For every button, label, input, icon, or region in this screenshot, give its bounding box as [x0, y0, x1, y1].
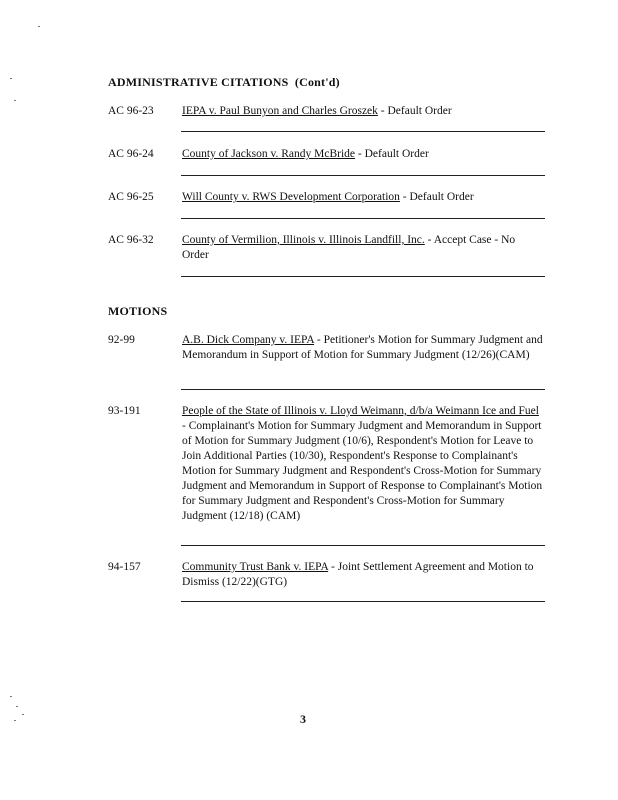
motions-heading: MOTIONS [108, 304, 168, 318]
divider-line [181, 601, 545, 602]
case-description: IEPA v. Paul Bunyon and Charles Groszek - Default Order [182, 105, 452, 117]
case-caption: A.B. Dick Company v. IEPA [182, 334, 315, 346]
divider-line [181, 218, 545, 219]
motion-description: A.B. Dick Company v. IEPA - Petitioner's Motion for Summary Judgment and Memorandum in Support of Motion for Summary Judgment (12/26)(CAM) [182, 334, 543, 361]
admin-citations-heading: ADMINISTRATIVE CITATIONS (Cont'd) [108, 75, 340, 89]
case-number: AC 96-23 [108, 105, 154, 117]
scan-speck [38, 26, 40, 27]
motion-description: People of the State of Illinois v. Lloyd Weimann, d/b/a Weimann Ice and Fuel - Complainant's Motion for Summary Judgment and Memorandum in Support of Motion for Summary Judgment (10/6), Respondent's Motion for Leave to Join Additional Parties (10/30), Respondent's Response to Complainant's Motion for Summary Judgment and Respondent's Cross-Motion for Summary Judgment and Memorandum in Support of Response to Complainant's Motion for Summary Judgment and Respondent's Cross-Motion for Summary Judgment (12/18) (CAM) [182, 405, 543, 522]
case-number: AC 96-25 [108, 191, 154, 203]
motion-description: Community Trust Bank v. IEPA - Joint Settlement Agreement and Motion to Dismiss (12/22)(GTG) [182, 561, 534, 588]
docket-number: 93-191 [108, 405, 141, 417]
scan-speck [14, 720, 16, 721]
page-number: 3 [300, 712, 306, 726]
case-caption: County of Vermilion, Illinois v. Illinois Landfill, Inc. [182, 234, 425, 246]
docket-number: 94-157 [108, 561, 141, 573]
case-number: AC 96-24 [108, 148, 154, 160]
divider-line [181, 276, 545, 277]
divider-line [181, 131, 545, 132]
case-description: County of Vermilion, Illinois v. Illinois Landfill, Inc. - Accept Case - No Order [182, 234, 516, 261]
case-caption: IEPA v. Paul Bunyon and Charles Groszek [182, 105, 378, 117]
scan-speck [10, 696, 12, 697]
divider-line [181, 545, 545, 546]
divider-line [181, 389, 545, 390]
case-description: County of Jackson v. Randy McBride - Default Order [182, 148, 429, 160]
scan-speck [22, 714, 24, 715]
scan-speck [16, 706, 18, 707]
case-caption: Will County v. RWS Development Corporation [182, 191, 400, 203]
divider-line [181, 175, 545, 176]
docket-number: 92-99 [108, 334, 135, 346]
case-caption: Community Trust Bank v. IEPA [182, 561, 329, 573]
case-description: Will County v. RWS Development Corporation - Default Order [182, 191, 474, 203]
case-caption: People of the State of Illinois v. Lloyd Weimann, d/b/a Weimann Ice and Fuel [182, 405, 539, 417]
scan-speck [14, 100, 16, 101]
case-caption: County of Jackson v. Randy McBride [182, 148, 356, 160]
case-number: AC 96-32 [108, 234, 154, 246]
scan-speck [10, 78, 12, 79]
